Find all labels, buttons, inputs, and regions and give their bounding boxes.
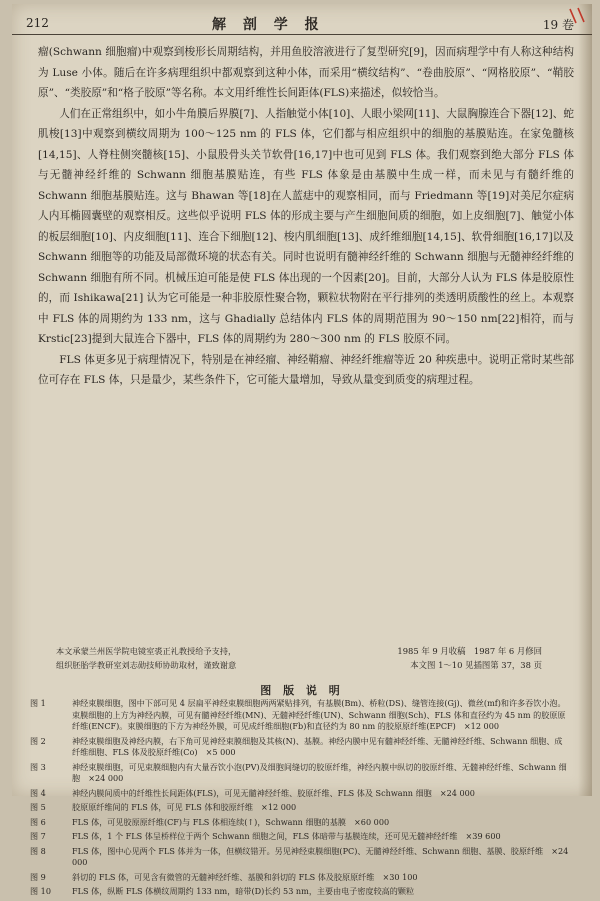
- legend-number: 图 10: [30, 886, 51, 896]
- received-dates: [322, 644, 542, 672]
- figure-legends: [30, 698, 570, 901]
- legend-text: 神经束膜细胞及神经内膜，右下角可见神经束膜细胞及其核(N)、基膜。神经内膜中见有髓神经纤维、无髓神经纤维、Schwann 细胞、成纤维细胞、FLS 体及胶原纤维(Co) ×5 000: [72, 735, 563, 757]
- received-line: 1985 年 9 月收稿 1987 年 6 月修回: [397, 646, 542, 656]
- legend-text: 神经束膜细胞，图中下部可见 4 层扁平神经束膜细胞两两紧贴排列，有基膜(Bm)、桥粒(DS)、缝管连接(Gj)、微丝(mf)和许多吞饮小泡。束膜细胞的上方为神经内膜，可见有髓神经纤维(MN)、无髓神经纤维(UN)、Schwann 细胞(Sch)、FLS 体和直径约为 45 nm 的胶原原纤维(ENCF)。束膜细胞的下方为神经外膜，可见成纤维细胞(Fb)和直径约为 80 nm 的胶原原纤维(EPCF) ×12 000: [72, 698, 566, 731]
- legend-number: 图 3: [30, 761, 46, 772]
- legend-number: 图 2: [30, 735, 46, 746]
- volume-label: 19 卷: [542, 18, 574, 32]
- legend-item: [30, 831, 570, 843]
- legend-item: [30, 817, 570, 829]
- legend-item: [30, 736, 570, 759]
- legend-item: [30, 802, 570, 814]
- legend-text: 胶原原纤维间的 FLS 体，可见 FLS 体和胶原纤维 ×12 000: [72, 802, 297, 812]
- legend-item: [30, 788, 570, 800]
- legend-text: FLS 体，纵断 FLS 体横纹周期约 133 nm，暗带(D)长约 53 nm，主要由电子密度较高的颗粒: [72, 886, 415, 896]
- legend-number: 图 7: [30, 831, 46, 841]
- legend-number: 图 4: [30, 787, 46, 798]
- legend-number: 图 5: [30, 802, 46, 812]
- paragraph: 人们在正常组织中，如小牛角膜后界膜[7]、人指触觉小体[10]、人眼小梁网[11]、大鼠胸腺连合下器[12]、蛇肌梭[13]中观察到横纹周期为 100～125 nm 的 FLS 体，它们都与相应组织中的细胞的基膜贴连。在家兔髓核[14,15]、人脊柱侧突髓核[15]、小鼠股骨头关节软骨[16,17]中也可见到 FLS 体。我们观察到绝大部分 FLS 体与无髓神经纤维的 Schwann 细胞基膜贴连，有些 FLS 体象是由基膜中生成一样，而未见与有髓纤维的 Schwann 细胞基膜贴连。这与 Bhawan 等[18]在人蓝痣中的观察相同，而与 Friedmann 等[19]对美尼尔症病人内耳椭圆囊壁的观察相反。这些似乎说明 FLS 体的形成主要与产生细胞间质的细胞，如上皮细胞[7]、触觉小体的板层细胞[10]、内皮细胞[11]、连合下细胞[12]、梭内肌细胞[13]、成纤维细胞[14,15]、软骨细胞[16,17]以及 Schwann 细胞等的功能及局部微环境的状态有关。同时也说明有髓神经纤维的 Schwann 细胞与无髓神经纤维的 Schwann 细胞有所不同。机械压迫可能是使 FLS 体出现的一个因素[20]。目前，大部分人认为 FLS 体是胶原性的，而 Ishikawa[21] 认为它可能是一种非胶原性聚合物，颗粒状物附在平行排列的类透明质酸性的丝上。本观察中 FLS 体的周期约为 133 nm，这与 Ghadially 总结体内 FLS 体的周期范围为 90～150 nm[22]相符，而与 Krstic[23]提到大鼠连合下器中，FLS 体的周期约为 280～300 nm 的 FLS 胶原不同。: [38, 107, 574, 345]
- legend-number: 图 1: [30, 698, 46, 708]
- plate-legend-title: 图 版 说 明: [260, 684, 344, 697]
- legend-text: FLS 体，图中心见两个 FLS 体并为一体，但横纹错开。另见神经束膜细胞(PC)、无髓神经纤维、Schwann 细胞、基膜、胶原纤维 ×24 000: [72, 845, 569, 867]
- legend-item: [30, 872, 570, 884]
- acknowledgement-line: 组织胚胎学教研室刘志勋技师协助取材，谨致谢意: [56, 660, 237, 670]
- red-ink-mark-icon: [566, 6, 590, 26]
- paragraph: FLS 体更多见于病理情况下，特别是在神经瘤、神经鞘瘤、神经纤维瘤等近 20 种疾患中。说明正常时某些部位可存在 FLS 体，只是量少，某些条件下，它可能大量增加，导致从量变到质变的病理过程。: [38, 353, 574, 386]
- acknowledgement: [56, 644, 316, 672]
- legend-item: [30, 846, 570, 869]
- acknowledgement-line: 本文承蒙兰州医学院电镜室裘正礼教授给予支持，: [56, 646, 237, 656]
- journal-title: 解 剖 学 报: [212, 17, 325, 33]
- page-number: 212: [26, 16, 49, 30]
- legend-number: 图 9: [30, 871, 46, 882]
- page-edge-shadow: [578, 4, 592, 796]
- legend-item: [30, 762, 570, 785]
- plate-reference: 本文图 1～10 见插图第 37，38 页: [410, 660, 542, 670]
- legend-text: 斜切的 FLS 体，可见含有微管的无髓神经纤维、基膜和斜切的 FLS 体及胶原原纤维 ×30 100: [72, 871, 418, 882]
- journal-page: [12, 4, 592, 896]
- legend-text: 神经束膜细胞，可见束膜细胞内有大量吞饮小泡(PV)及细胞间缝切的胶原纤维，神经内膜中纵切的胶原纤维、无髓神经纤维、Schwann 细胞 ×24 000: [72, 761, 567, 783]
- page-header: [12, 12, 592, 35]
- legend-item: [30, 698, 570, 733]
- legend-number: 图 6: [30, 816, 46, 827]
- legend-text: 神经内膜间质中的纤维性长间距体(FLS)，可见无髓神经纤维、胶原纤维、FLS 体及 Schwann 细胞 ×24 000: [72, 787, 475, 798]
- paragraph: 瘤(Schwann 细胞瘤)中观察到梭形长周期结构，并用鱼胶溶液进行了复型研究[9]，因而病理学中有人称这种结构为 Luse 小体。随后在许多病理组织中都观察到这种小体，而采用“横纹结构”、“卷曲胶原”、“网格胶原”、“鞘胶原”、“类胶原”和“格子胶原”等名称。本文用纤维性长间距体(FLS)来描述，似较恰当。: [38, 46, 574, 99]
- legend-text: FLS 体，可见胶原原纤维(CF)与 FLS 体相连续(↑)，Schwann 细胞的基膜 ×60 000: [72, 816, 390, 827]
- legend-text: FLS 体，1 个 FLS 体呈桥样位于两个 Schwann 细胞之间，FLS 体暗带与基膜连续，还可见无髓神经纤维 ×39 600: [72, 831, 501, 841]
- legend-item: [30, 886, 570, 898]
- article-body: [38, 42, 574, 391]
- legend-number: 图 8: [30, 845, 46, 856]
